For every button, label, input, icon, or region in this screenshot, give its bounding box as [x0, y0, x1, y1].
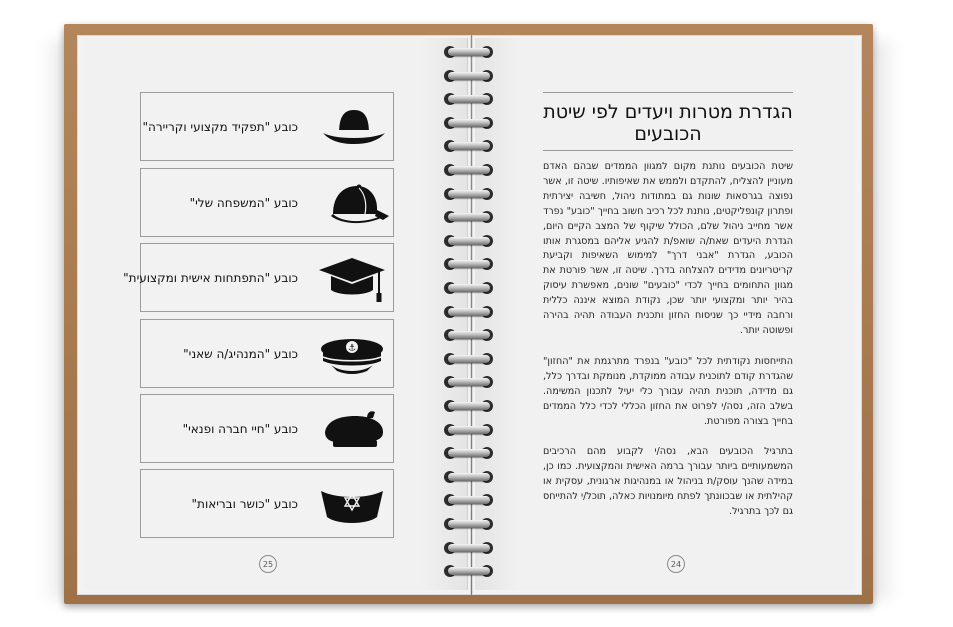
paragraph-1: שיטת הכובעים נותנת מקום למגוון הממדים שבהם האדם מעוניין להצליח, להתקדם ולממש את שאיפותיו. שיטה זו, אשר נפוצה בגרסאות שונות גם במתודות ניהול, חשיבה יצירתית ופתרון קונפליקטים, נותנת לכל רכיב חשוב בחייך "כובע" נפרד אשר מחייב ניהול שלם, הכולל שיקוף של המצב הקיים היום, הגדרת היעדים שאת/ה שואפ/ת להגיע אליהם במסגרת אותו הכובע, הגדרת "אבני דרך" למימוש השאיפות וקביעת קריטריונים מדידים להצלחה בדרך. שיטה זו, אשר פורטת את מגוון התחומים בחייך לכדי "כובעים" שונים, מאפשרת עיסוק בהיר יותר ומקצועי יותר שכן, נקודת המוצא איננה כללית ורחבה מידיי כך שניסוח החזון ותכנית העבודה תהיה בהירה ופשוטה יותר. — [543, 161, 793, 336]
ring-wire — [448, 48, 490, 56]
ring-wire — [448, 473, 490, 481]
page-title: הגדרת מטרות ויעדים לפי שיטת הכובעים — [543, 101, 793, 145]
beret-icon — [319, 402, 389, 458]
spiral-ring — [444, 92, 494, 106]
spiral-binding — [444, 40, 494, 590]
spiral-ring — [444, 564, 494, 578]
ring-wire — [448, 190, 490, 198]
hat-label: כובע "המנהיג/ה שאני" — [183, 346, 298, 361]
hat-box-fitness[interactable] — [140, 469, 394, 538]
paragraph-3: בתרגיל הכובעים הבא, נסה/י לקבוע מהם הרכיבים המשמעותיים ביותר עבורך ברמה האישית והמקצועית. כמו כן, במידה שהנך עוסק/ת בניהול או במנהיגות ארגונית, עסקית או קהילתית או שבכוונתך לפתח מיומנויות כאלה, תוכל/י להתייחס גם לכך בתרגיל. — [543, 446, 793, 517]
captain-hat-icon — [317, 327, 387, 383]
spiral-ring — [444, 116, 494, 130]
ring-wire — [448, 426, 490, 434]
page-number-left: 25 — [259, 555, 277, 573]
ring-wire — [448, 237, 490, 245]
ring-wire — [448, 119, 490, 127]
ring-wire — [448, 72, 490, 80]
spiral-ring — [444, 257, 494, 271]
ring-wire — [448, 355, 490, 363]
spiral-ring — [444, 328, 494, 342]
spiral-ring — [444, 139, 494, 153]
spiral-ring — [444, 234, 494, 248]
svg-text:⚓: ⚓ — [347, 343, 357, 354]
spiral-ring — [444, 45, 494, 59]
hat-box-social[interactable] — [140, 394, 394, 463]
baseball-cap-icon — [319, 176, 389, 232]
hat-box-career[interactable] — [140, 92, 394, 161]
spiral-ring — [444, 493, 494, 507]
spiral-ring — [444, 163, 494, 177]
spiral-ring — [444, 541, 494, 555]
cowboy-hat-icon — [319, 100, 389, 156]
page-number-right: 24 — [667, 555, 685, 573]
ring-wire — [448, 378, 490, 386]
spiral-ring — [444, 352, 494, 366]
hat-label: כובע "תפקיד מקצועי וקריירה" — [142, 119, 298, 134]
paragraph-2: התייחסות נקודתית לכל "כובע" בנפרד מתרגמת את "החזון" שהגדרת קודם לתוכנית עבודה ממוקדת, מנומקת ובדרך כלל, גם מדידה, תוכנית תהיה עבורך כלי יעיל לתכנון המשימה. בשלב הזה, נסה/י לפרוט את החזון הכללי לכדי כלל הממדים בחייך בצורה מפורטת. — [543, 356, 793, 427]
spiral-ring — [444, 517, 494, 531]
ring-wire — [448, 331, 490, 339]
hat-box-family[interactable] — [140, 168, 394, 237]
ring-wire — [448, 520, 490, 528]
ring-wire — [448, 166, 490, 174]
hat-label: כובע "חיי חברה ופנאי" — [182, 421, 298, 436]
spiral-ring — [444, 399, 494, 413]
ring-wire — [448, 496, 490, 504]
hat-label: כובע "התפתחות אישית ומקצועית" — [123, 270, 298, 285]
ring-wire — [448, 260, 490, 268]
ring-wire — [448, 142, 490, 150]
spiral-ring — [444, 375, 494, 389]
hat-box-development[interactable] — [123, 243, 394, 312]
spiral-ring — [444, 210, 494, 224]
spiral-ring — [444, 423, 494, 437]
ring-wire — [448, 449, 490, 457]
ring-wire — [448, 567, 490, 575]
spiral-ring — [444, 470, 494, 484]
ring-wire — [448, 308, 490, 316]
spiral-ring — [444, 281, 494, 295]
ring-wire — [448, 402, 490, 410]
star-of-david-hat-icon — [317, 477, 387, 533]
ring-wire — [448, 544, 490, 552]
spiral-ring — [444, 187, 494, 201]
graduation-cap-icon — [317, 250, 387, 306]
notebook-shadow-right — [870, 40, 900, 600]
hat-box-leader[interactable] — [140, 319, 394, 388]
hat-label: כובע "כושר ובריאות" — [191, 496, 298, 511]
spiral-ring — [444, 305, 494, 319]
spiral-ring — [444, 69, 494, 83]
spiral-ring — [444, 446, 494, 460]
hat-label: כובע "המשפחה שלי" — [189, 195, 298, 210]
title-rule-top — [543, 92, 793, 93]
ring-wire — [448, 284, 490, 292]
ring-wire — [448, 95, 490, 103]
ring-wire — [448, 213, 490, 221]
title-rule-bottom — [543, 150, 793, 151]
